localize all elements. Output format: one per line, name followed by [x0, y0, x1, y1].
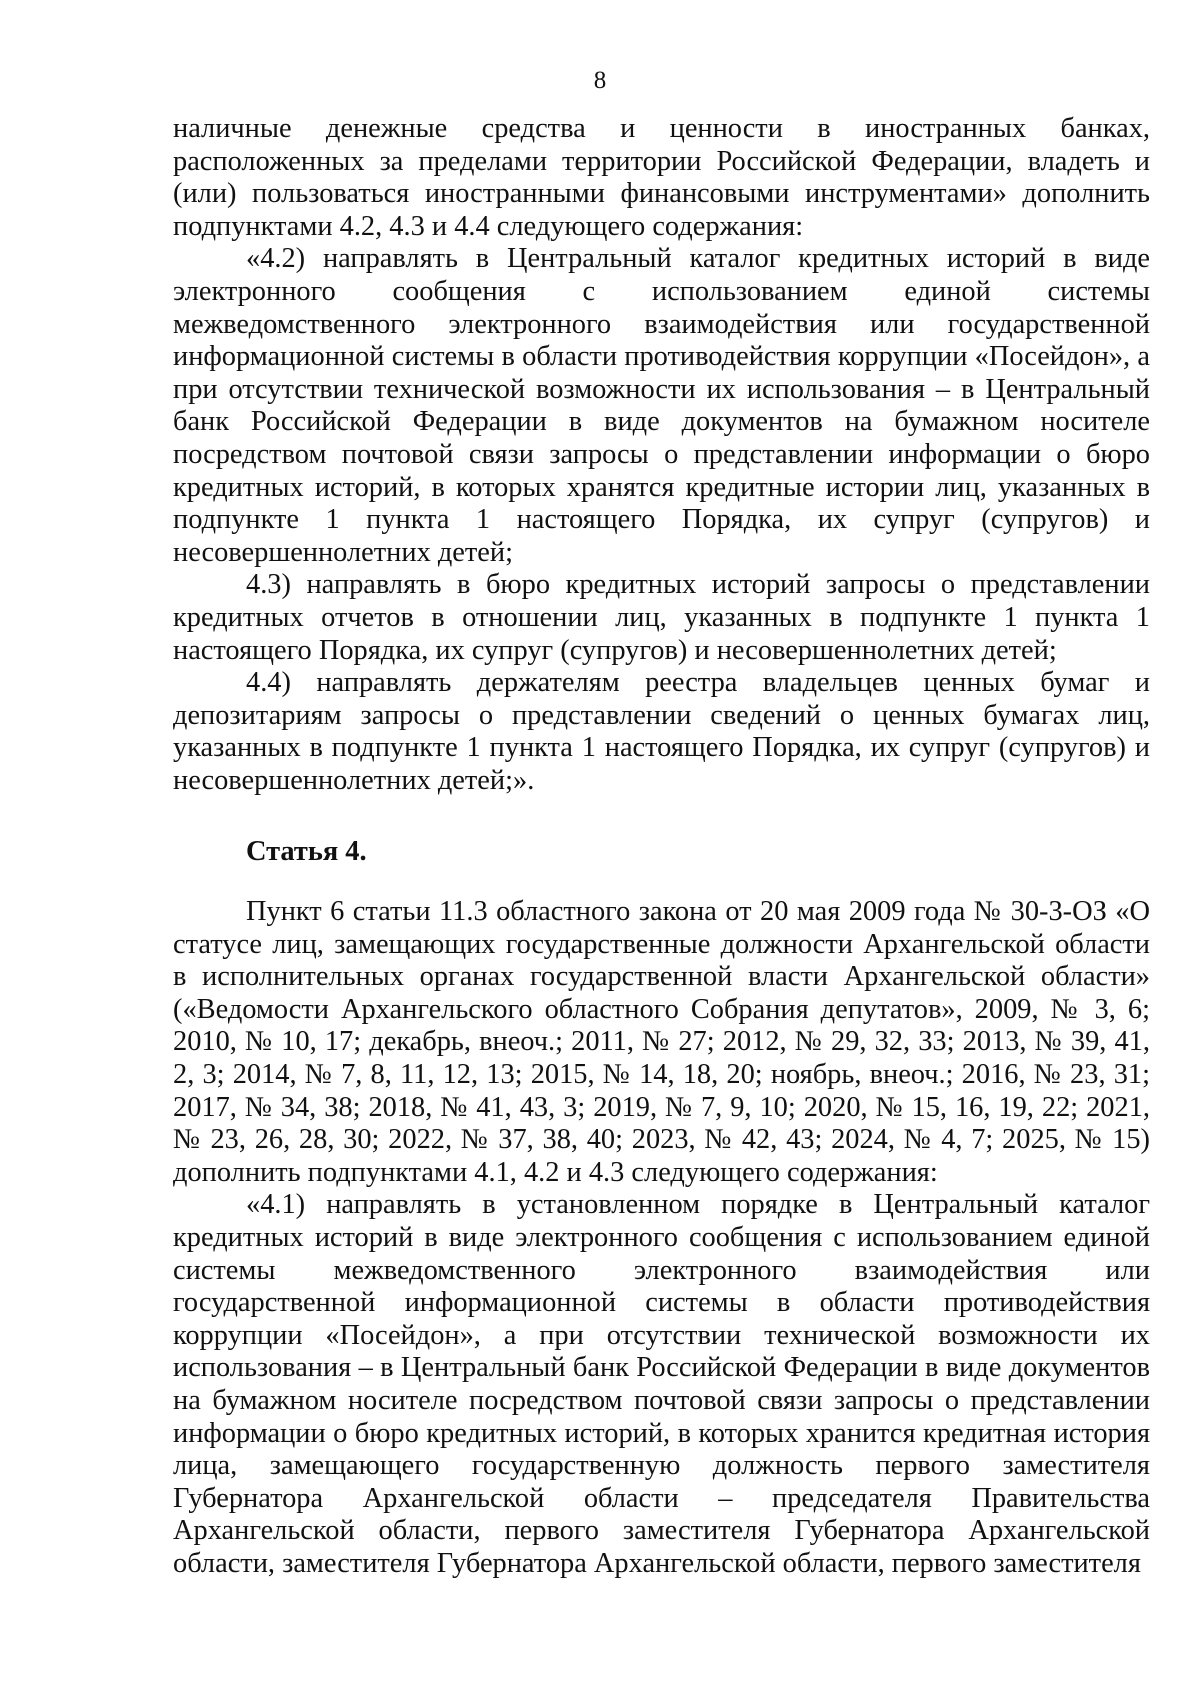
article-heading: Статья 4. [246, 836, 367, 867]
paragraph-subitem-4-2: «4.2) направлять в Центральный каталог кредитных историй в виде электронного сообщения с использованием единой системы межведомственного электронного взаимодействия или государственной информационной системы в области противодействия коррупции «Посейдон», а при отсутствии технической возможности их использования – в Центральный банк Российской Федерации в виде документов на бумажном носителе посредством почтовой связи запросы о представлении информации о бюро кредитных историй, в которых хранятся кредитные истории лиц, указанных в подпункте 1 пункта 1 настоящего Порядка, их супруг (супругов) и несовершеннолетних детей; [173, 243, 1150, 568]
page-number: 8 [593, 67, 607, 94]
paragraph-subitem-4-1: «4.1) направлять в установленном порядке в Центральный каталог кредитных историй в виде электронного сообщения с использованием единой системы межведомственного электронного взаимодействия или государственной информационной системы в области противодействия коррупции «Посейдон», а при отсутствии технической возможности их использования – в Центральный банк Российской Федерации в виде документов на бумажном носителе посредством почтовой связи запросы о представлении информации о бюро кредитных историй, в которых хранится кредитная история лица, замещающего государственную должность первого заместителя Губернатора Архангельской области – председателя Правительства Архангельской области, первого заместителя Губернатора Архангельской области, заместителя Губернатора Архангельской области, первого заместителя [173, 1189, 1150, 1579]
article-body [173, 896, 1150, 1580]
paragraph-continuation: наличные денежные средства и ценности в иностранных банках, расположенных за пределами территории Российской Федерации, владеть и (или) пользоваться иностранными финансовыми инструментами» дополнить подпунктами 4.2, 4.3 и 4.4 следующего содержания: [173, 113, 1150, 242]
paragraph-subitem-4-4: 4.4) направлять держателям реестра владельцев ценных бумаг и депозитариям запросы о представлении сведений о ценных бумагах лиц, указанных в подпункте 1 пункта 1 настоящего Порядка, их супруг (супругов) и несовершеннолетних детей;». [173, 667, 1150, 796]
top-section [173, 113, 1150, 797]
paragraph-article-intro: Пункт 6 статьи 11.3 областного закона от 20 мая 2009 года № 30-3-ОЗ «О статусе лиц, замещающих государственные должности Архангельской области в исполнительных органах государственной власти Архангельской области» («Ведомости Архангельского областного Собрания депутатов», 2009, № 3, 6; 2010, № 10, 17; декабрь, внеоч.; 2011, № 27; 2012, № 29, 32, 33; 2013, № 39, 41, 2, 3; 2014, № 7, 8, 11, 12, 13; 2015, № 14, 18, 20; ноябрь, внеоч.; 2016, № 23, 31; 2017, № 34, 38; 2018, № 41, 43, 3; 2019, № 7, 9, 10; 2020, № 15, 16, 19, 22; 2021, № 23, 26, 28, 30; 2022, № 37, 38, 40; 2023, № 42, 43; 2024, № 4, 7; 2025, № 15) дополнить подпунктами 4.1, 4.2 и 4.3 следующего содержания: [173, 896, 1150, 1188]
paragraph-subitem-4-3: 4.3) направлять в бюро кредитных историй запросы о представлении кредитных отчетов в отношении лиц, указанных в подпункте 1 пункта 1 настоящего Порядка, их супруг (супругов) и несовершеннолетних детей; [173, 569, 1150, 666]
